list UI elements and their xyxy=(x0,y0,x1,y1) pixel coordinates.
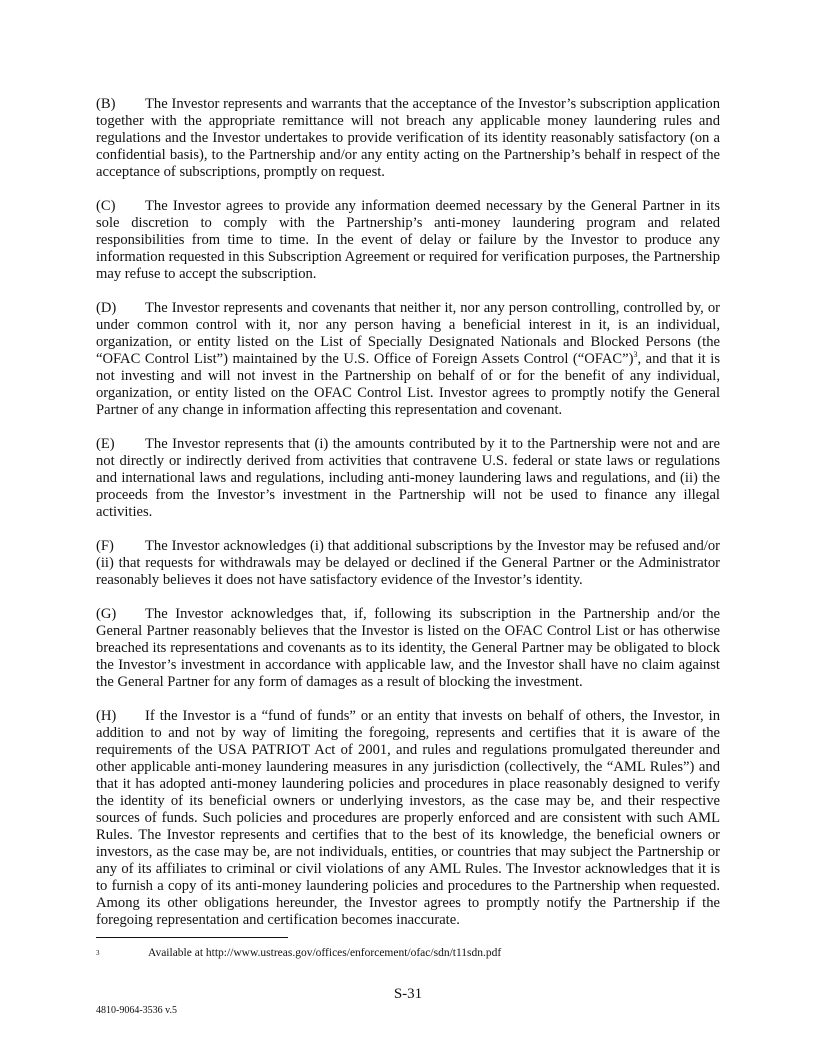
paragraph-f xyxy=(96,538,720,589)
document-body xyxy=(96,96,720,946)
paragraph-text: The Investor represents and covenants that neither it, nor any person controlling, controlled by, or under common control with it, nor any person having a beneficial interest in it, is an individual, organization, or entity listed on the List of Specially Designated Nationals and Blocked Persons (the “OFAC Control List”) maintained by the U.S. Office of Foreign Assets Control (“OFAC”) xyxy=(96,300,720,367)
paragraph-label: (B) xyxy=(96,96,116,112)
paragraph-label: (H) xyxy=(96,708,117,724)
paragraph-g xyxy=(96,606,720,691)
paragraph-text: The Investor agrees to provide any information deemed necessary by the General Partner in its sole discretion to comply with the Partnership’s anti-money laundering program and related responsibilities from time to time. In the event of delay or failure by the Investor to produce any information requested in this Subscription Agreement or required for verification purposes, the Partnership may refuse to accept the subscription. xyxy=(96,198,720,282)
paragraph-e xyxy=(96,436,720,521)
paragraph-b xyxy=(96,96,720,181)
paragraph-label: (G) xyxy=(96,606,117,622)
paragraph-text: The Investor acknowledges that, if, following its subscription in the Partnership and/or the General Partner reasonably believes that the Investor is listed on the OFAC Control List or has otherwise breached its representations and covenants as to its identity, the General Partner may be obligated to block the Investor’s investment in accordance with applicable law, and the Investor shall have no claim against the General Partner for any form of damages as a result of blocking the investment. xyxy=(96,606,720,690)
paragraph-c xyxy=(96,198,720,283)
paragraph-label: (D) xyxy=(96,300,117,316)
paragraph-text: The Investor represents that (i) the amounts contributed by it to the Partnership were not and are not directly or indirectly derived from activities that contravene U.S. federal or state laws or regulations and international laws and regulations, including anti-money laundering laws and regulations, and (ii) the proceeds from the Investor’s investment in the Partnership will not be used to finance any illegal activities. xyxy=(96,436,720,520)
paragraph-label: (C) xyxy=(96,198,116,214)
paragraph-text: If the Investor is a “fund of funds” or an entity that invests on behalf of others, the Investor, in addition to and not by way of limiting the foregoing, represents and certifies that it is aware of the requirements of the USA PATRIOT Act of 2001, and rules and regulations promulgated thereunder and other applicable anti-money laundering measures in any jurisdiction (collectively, the “AML Rules”) and that it has adopted anti-money laundering policies and procedures in place reasonably designed to verify the identity of its beneficial owners or underlying investors, as the case may be, and their respective sources of funds. Such policies and procedures are properly enforced and are consistent with such AML Rules. The Investor represents and certifies that to the best of its knowledge, the beneficial owners or investors, as the case may be, are not individuals, entities, or countries that may subject the Partnership or any of its affiliates to criminal or civil violations of any AML Rules. The Investor acknowledges that it is to furnish a copy of its anti-money laundering policies and procedures to the Partnership when requested. Among its other obligations hereunder, the Investor agrees to promptly notify the Partnership if the foregoing representation and certification becomes inaccurate. xyxy=(96,708,720,928)
paragraph-d xyxy=(96,300,720,419)
footnote xyxy=(96,946,501,960)
paragraph-text: The Investor acknowledges (i) that additional subscriptions by the Investor may be refused and/or (ii) that requests for withdrawals may be delayed or declined if the General Partner or the Administrator reasonably believes it does not have satisfactory evidence of the Investor’s identity. xyxy=(96,538,720,588)
footnote-text: Available at http://www.ustreas.gov/offices/enforcement/ofac/sdn/t11sdn.pdf xyxy=(148,947,502,959)
footnote-reference[interactable]: 3 xyxy=(633,350,638,360)
paragraph-text: The Investor represents and warrants that the acceptance of the Investor’s subscription application together with the appropriate remittance will not breach any applicable money laundering rules and regulations and the Investor undertakes to provide verification of its identity reasonably satisfactory (on a confidential basis), to the Partnership and/or any entity acting on the Partnership’s behalf in respect of the acceptance of subscriptions, promptly on request. xyxy=(96,96,720,180)
paragraph-label: (E) xyxy=(96,436,115,452)
footnote-number: 3 xyxy=(96,949,100,957)
document-id: 4810-9064-3536 v.5 xyxy=(96,1005,178,1016)
paragraph-label: (F) xyxy=(96,538,114,554)
footnote-divider xyxy=(96,937,288,938)
paragraph-text-continued: , and that it is not investing and will not invest in the Partnership on behalf of or for the benefit of any individual, organization, or entity listed on the OFAC Control List. Investor agrees to promptly notify the General Partner of any change in information affecting this representation and covenant. xyxy=(96,351,720,418)
paragraph-h xyxy=(96,708,720,929)
page-number: S-31 xyxy=(393,986,423,1002)
